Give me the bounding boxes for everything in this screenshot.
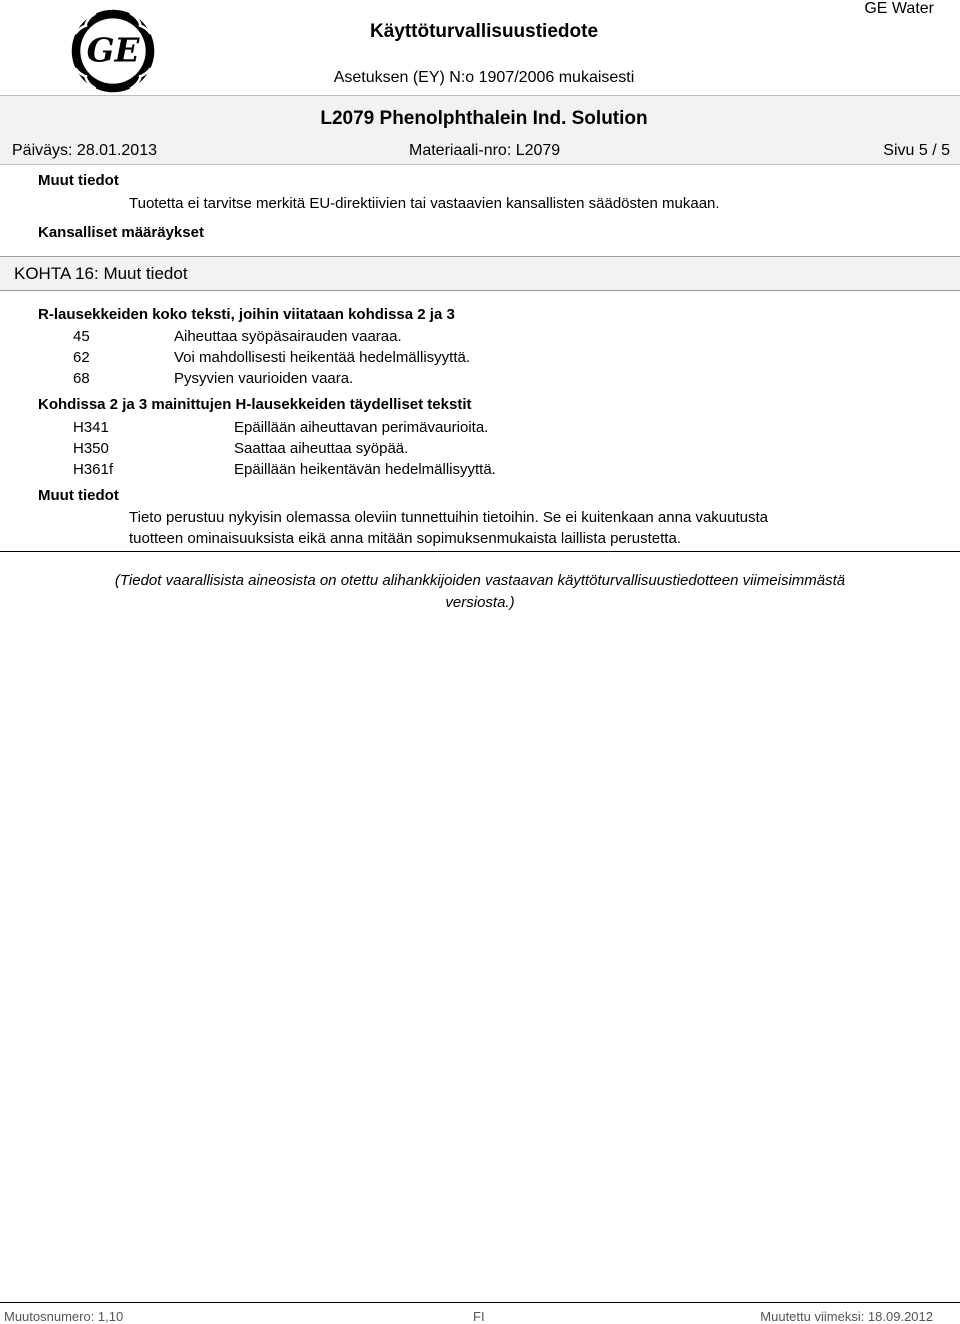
date: Päiväys: 28.01.2013 (12, 142, 157, 159)
product-name: L2079 Phenolphthalein Ind. Solution (320, 108, 648, 129)
h-phrase-code: H350 (73, 440, 109, 457)
national-regulations-label: Kansalliset määräykset (38, 224, 204, 241)
r-phrase-code: 68 (73, 370, 90, 387)
r-phrase-text: Pysyvien vaurioiden vaara. (174, 370, 354, 387)
disclaimer-line1: (Tiedot vaarallisista aineosista on otettu alihankkijoiden vastaavan käyttöturvallisuustiedotteen viimeisimmästä (114, 572, 846, 589)
language-code: FI (473, 1309, 485, 1324)
svg-text:GE: GE (86, 30, 140, 70)
other-info-text-line2: tuotteen ominaisuuksista eikä anna mitään sopimuksenmukaista laillista perustetta. (129, 530, 681, 547)
other-info-text-line1: Tieto perustuu nykyisin olemassa oleviin tunnettuihin tietoihin. Se ei kuitenkaan anna vakuutusta (129, 509, 769, 526)
other-info-label: Muut tiedot (38, 172, 119, 189)
h-phrases-heading: Kohdissa 2 ja 3 mainittujen H-lausekkeiden täydelliset tekstit (38, 396, 472, 413)
r-phrase-text: Voi mahdollisesti heikentää hedelmällisyyttä. (174, 349, 470, 366)
section16-title: KOHTA 16: Muut tiedot (14, 264, 188, 283)
r-phrase-code: 62 (73, 349, 90, 366)
disclaimer-line2: versiosta.) (445, 594, 515, 611)
r-phrase-text: Aiheuttaa syöpäsairauden vaaraa. (174, 328, 402, 345)
revision-number: Muutosnumero: 1,10 (4, 1309, 124, 1324)
document-title: Käyttöturvallisuustiedote (369, 21, 599, 42)
material-number: Materiaali-nro: L2079 (409, 142, 561, 159)
h-phrase-code: H341 (73, 419, 109, 436)
other-info-text: Tuotetta ei tarvitse merkitä EU-direktiivien tai vastaavien kansallisten säädösten mukaan. (129, 195, 720, 212)
company-name: GE Water (864, 0, 934, 17)
h-phrase-code: H361f (73, 461, 114, 478)
other-info-label-16: Muut tiedot (38, 487, 119, 504)
r-phrases-heading: R-lausekkeiden koko teksti, joihin viitataan kohdissa 2 ja 3 (38, 306, 455, 323)
h-phrase-text: Epäillään aiheuttavan perimävaurioita. (234, 419, 489, 436)
page-number: Sivu 5 / 5 (883, 142, 950, 159)
h-phrase-text: Saattaa aiheuttaa syöpää. (234, 440, 409, 457)
r-phrase-code: 45 (73, 328, 90, 345)
regulation-note: Asetuksen (EY) N:o 1907/2006 mukaisesti (333, 69, 635, 86)
last-modified: Muutettu viimeksi: 18.09.2012 (760, 1309, 933, 1324)
footer-divider (0, 1302, 960, 1303)
h-phrase-text: Epäillään heikentävän hedelmällisyyttä. (234, 461, 496, 478)
section-divider (0, 551, 960, 552)
